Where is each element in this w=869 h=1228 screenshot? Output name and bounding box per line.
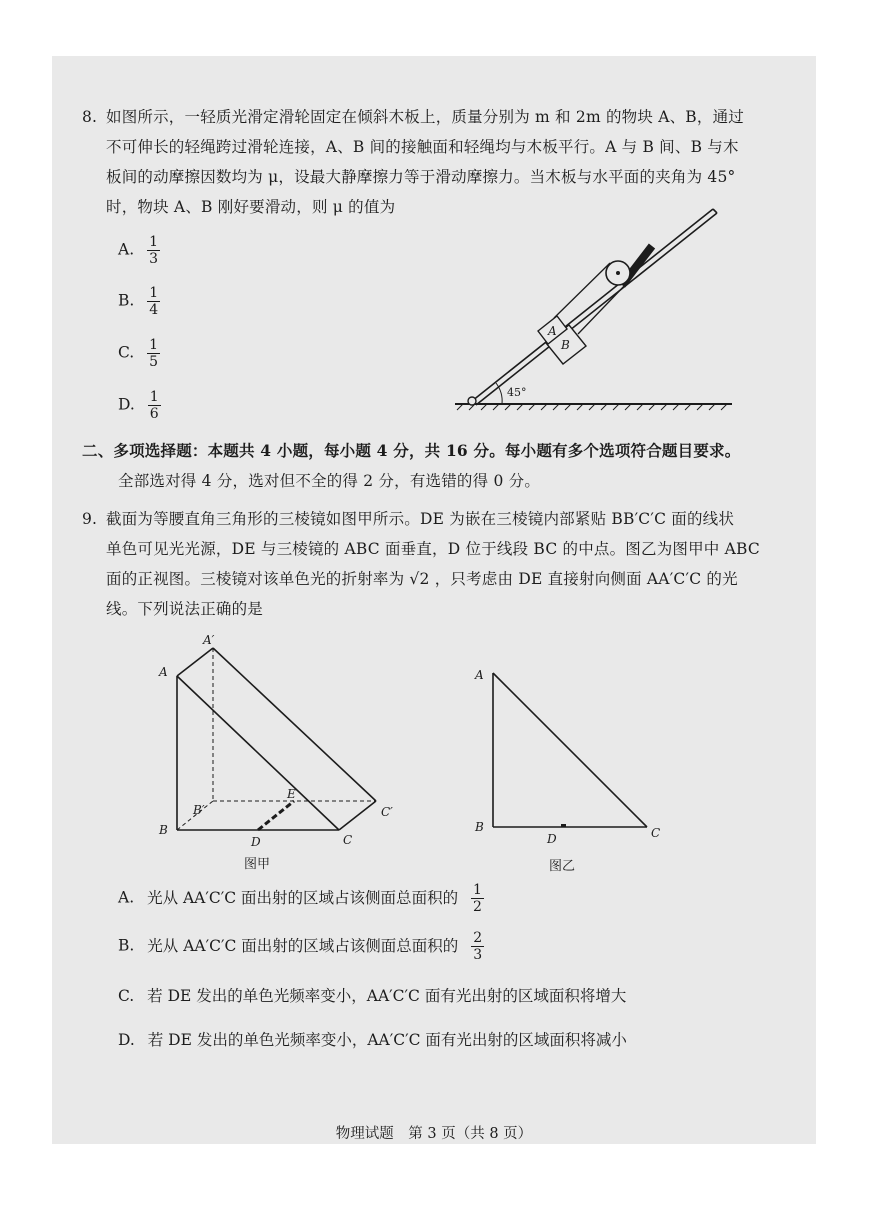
denominator: 3 — [473, 947, 483, 963]
page-footer: 物理试题 第 3 页（共 8 页） — [335, 1126, 533, 1142]
question-text-line: 不可伸长的轻绳跨过滑轮连接，A、B 间的接触面和轻绳均与木板平行。A 与 B 间、B 与木 — [106, 138, 739, 156]
block-b-label: B — [561, 338, 570, 352]
angle-label: 45° — [507, 386, 527, 399]
question-text-line: 面的正视图。三棱镜对该单色光的折射率为 √2 ，只考虑由 DE 直接射向侧面 AA′C′C 的光 — [106, 570, 738, 588]
option-b — [118, 930, 484, 963]
option-label: D. — [118, 1031, 135, 1049]
block-a-label: A — [548, 324, 557, 338]
option-label: A. — [118, 888, 135, 907]
option-a — [118, 234, 160, 267]
fraction — [471, 882, 484, 915]
vertex-label-b: B — [475, 820, 484, 834]
pulley-axle — [616, 271, 620, 275]
option-label: B. — [118, 291, 135, 310]
vertex-label-b: B — [159, 823, 168, 837]
exam-page — [52, 56, 816, 1144]
option-label: D. — [118, 395, 135, 414]
prism-3d-figure — [147, 634, 407, 854]
numerator: 2 — [473, 930, 483, 946]
option-text: 光从 AA′C′C 面出射的区域占该侧面总面积的 — [147, 888, 459, 907]
denominator: 3 — [149, 251, 158, 267]
vertex-label-a: A — [159, 665, 168, 679]
edge-a-prime-c-prime — [213, 648, 376, 801]
figure-b-caption: 图乙 — [549, 859, 576, 874]
question-number: 8. — [82, 108, 98, 126]
vertex-label-c: C — [343, 833, 353, 847]
point-d-marker — [561, 824, 566, 827]
fraction — [147, 337, 160, 370]
question-text-line: 单色可见光光源，DE 与三棱镜的 ABC 面垂直，D 位于线段 BC 的中点。图乙为图甲中 ABC — [106, 540, 760, 558]
option-text: 若 DE 发出的单色光频率变小，AA′C′C 面有光出射的区域面积将减小 — [147, 1031, 627, 1049]
option-d — [118, 1028, 627, 1050]
fraction — [147, 234, 160, 267]
option-label: A. — [118, 240, 135, 259]
incline-board-end — [713, 209, 717, 213]
question-text-line: 线。下列说法正确的是 — [106, 600, 264, 618]
section-instructions: 全部选对得 4 分，选对但不全的得 2 分，有选错的得 0 分。 — [118, 472, 541, 490]
vertex-label-b-prime: B′ — [193, 803, 205, 817]
numerator: 1 — [149, 337, 159, 353]
vertex-label-a: A — [475, 668, 484, 682]
incline-pulley-figure — [447, 201, 747, 416]
numerator: 1 — [149, 234, 158, 250]
option-label: B. — [118, 936, 135, 955]
edge-cc-prime — [339, 801, 376, 830]
question-text-line: 如图所示，一轻质光滑定滑轮固定在倾斜木板上，质量分别为 m 和 2m 的物块 A、B，通过 — [106, 108, 744, 126]
edge-aa-prime — [177, 648, 213, 676]
option-a — [118, 882, 484, 915]
numerator: 1 — [149, 285, 159, 301]
option-text: 若 DE 发出的单色光频率变小，AA′C′C 面有光出射的区域面积将增大 — [147, 987, 627, 1005]
figure-a-caption: 图甲 — [244, 857, 271, 872]
vertex-label-c: C — [651, 826, 661, 840]
denominator: 2 — [473, 899, 482, 915]
denominator: 4 — [149, 302, 159, 318]
option-text: 光从 AA′C′C 面出射的区域占该侧面总面积的 — [147, 936, 459, 955]
prism-front-view-figure — [467, 661, 707, 851]
option-label: C. — [118, 987, 135, 1005]
rope — [578, 283, 627, 334]
incline-board-edge — [476, 213, 717, 405]
vertex-label-a-prime: A′ — [203, 634, 215, 647]
option-b — [118, 285, 160, 318]
denominator: 6 — [149, 406, 159, 422]
denominator: 5 — [149, 354, 159, 370]
option-c — [118, 984, 626, 1006]
question-number: 9. — [82, 510, 98, 528]
option-label: C. — [118, 343, 135, 362]
fraction — [471, 930, 484, 963]
question-text-line: 截面为等腰直角三角形的三棱镜如图甲所示。DE 为嵌在三棱镜内部紧贴 BB′C′C 面的线状 — [106, 510, 735, 528]
point-label-d: D — [547, 832, 557, 846]
light-source-de — [258, 801, 294, 830]
numerator: 1 — [473, 882, 482, 898]
fraction — [147, 285, 160, 318]
vertex-label-c-prime: C′ — [381, 805, 393, 819]
incline-board-edge — [472, 209, 713, 401]
point-label-d: D — [251, 835, 261, 849]
question-text-line: 板间的动摩擦因数均为 μ，设最大静摩擦力等于滑动摩擦力。当木板与水平面的夹角为 45° — [106, 168, 736, 186]
side-ac — [493, 673, 647, 827]
fraction — [148, 389, 161, 422]
option-d — [118, 389, 161, 422]
section-heading: 二、多项选择题：本题共 4 小题，每小题 4 分，共 16 分。每小题有多个选项符合题目要求。 — [82, 441, 741, 460]
option-c — [118, 337, 160, 370]
question-text-line: 时，物块 A、B 刚好要滑动，则 μ 的值为 — [106, 198, 396, 216]
hinge-icon — [468, 397, 476, 405]
point-label-e: E — [287, 787, 296, 801]
numerator: 1 — [149, 389, 159, 405]
